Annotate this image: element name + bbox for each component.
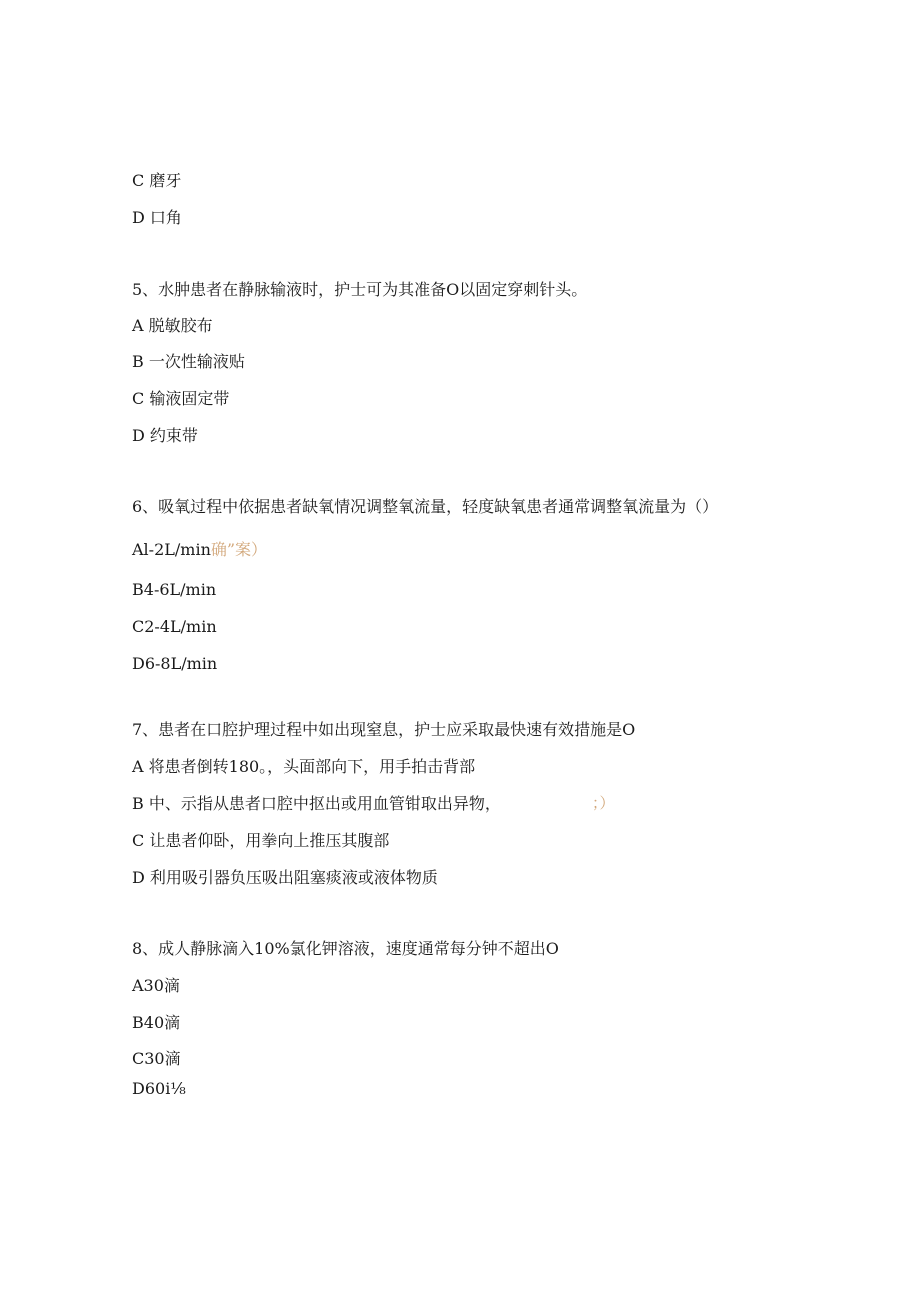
q8-option-d: D60i⅛ [132,1079,186,1098]
q5-option-c: C 输液固定带 [132,389,230,408]
q6-option-c: C2-4L∕min [132,617,217,636]
q6-option-a [132,540,267,560]
q8-question: 8、成人静脉滴入10%氯化钾溶液，速度通常每分钟不超出O [132,939,559,958]
q8-option-c: C30滴 [132,1049,181,1068]
q6-option-d: D6-8L∕min [132,654,218,673]
q6-option-b: B4-6L∕min [132,580,217,599]
q7-option-d: D 利用吸引器负压吸出阻塞痰液或液体物质 [132,868,438,887]
q5-option-a: A 脱敏胶布 [132,316,213,335]
q5-option-b: B 一次性输液贴 [132,352,245,371]
q5-question: 5、水肿患者在静脉输液时，护士可为其准备O以固定穿刺针头。 [132,280,588,299]
q6-question: 6、吸氧过程中依据患者缺氧情况调整氧流量，轻度缺氧患者通常调整氧流量为（） [132,497,719,516]
q6-option-a-text: Al-2L∕min [132,540,211,559]
q8-option-b: B40滴 [132,1013,181,1032]
q7-question: 7、患者在口腔护理过程中如出现窒息，护士应采取最快速有效措施是O [132,720,636,739]
q8-option-a: A30滴 [132,976,180,995]
q7-option-b: B 中、示指从患者口腔中抠出或用血管钳取出异物， [132,794,501,813]
q4-option-d: D 口角 [132,208,182,227]
q5-option-d: D 约束带 [132,426,198,445]
q7-option-b-note: ；） [592,794,615,812]
q6-option-a-note: 确”案） [210,540,268,559]
q7-option-c: C 让患者仰卧，用拳向上推压其腹部 [132,831,390,850]
q7-option-a: A 将患者倒转180。，头面部向下，用手拍击背部 [132,757,476,776]
q4-option-c: C 磨牙 [132,171,182,190]
